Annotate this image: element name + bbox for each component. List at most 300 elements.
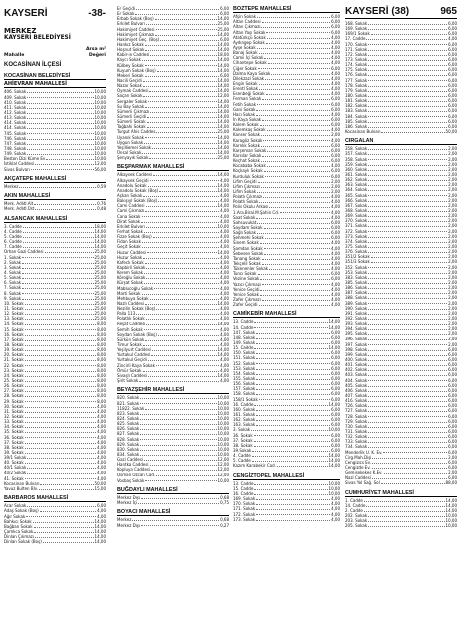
land-value: 6,00 [448, 423, 457, 429]
street-name: 358. Sokak [345, 156, 368, 162]
land-value: 6,00 [331, 442, 340, 448]
dot-leader [145, 409, 216, 410]
street-name: Timur Sokak [117, 342, 142, 348]
dot-leader [266, 43, 330, 44]
street-name: 183. Sokak [345, 108, 368, 114]
land-value: 4,00 [331, 286, 340, 292]
land-value: 6,00 [448, 439, 457, 445]
dot-leader [27, 92, 93, 93]
dot-leader [25, 478, 96, 479]
land-value: 4,00 [331, 137, 340, 143]
dot-leader [368, 293, 447, 294]
land-value: 4,00 [220, 254, 229, 260]
land-value: 12,00 [217, 93, 229, 99]
land-value: 4,00 [220, 342, 229, 348]
dot-leader [368, 324, 447, 325]
land-value: 4,00 [331, 506, 340, 512]
street-name: 170. Sokak [345, 41, 368, 47]
dot-leader [368, 309, 447, 310]
dot-leader [140, 403, 216, 404]
street-name: Lifim Sokak [233, 188, 257, 194]
land-value: 6,00 [331, 29, 340, 35]
land-value: 10,00 [94, 115, 106, 121]
land-value: 14,00 [217, 347, 229, 353]
street-name: Gemisekekes K.Ev. [345, 470, 383, 476]
dot-leader [262, 259, 331, 260]
street-name: 369. Sokak [345, 213, 368, 219]
dot-leader [147, 122, 217, 123]
street-name: Lifim Çıkmazı [233, 183, 260, 189]
dot-leader [145, 45, 217, 46]
land-value: 14,00 [217, 57, 229, 63]
street-name: Su Bay Sokak [117, 103, 145, 109]
street-name: Külbey Sokak [117, 62, 144, 68]
dot-leader [34, 204, 96, 205]
street-name: Dirat Sokak [117, 218, 141, 224]
dot-leader [259, 305, 331, 306]
street-name: Ünsal Sokak [117, 149, 142, 155]
dot-leader [368, 96, 447, 97]
land-value: 6,00 [448, 351, 457, 357]
section-title: AKIN MAHALLESİ [4, 193, 106, 200]
street-name: 152. Sokak [233, 360, 256, 366]
dot-leader [368, 526, 444, 527]
street-name: 361. Sokak [345, 172, 368, 177]
dot-leader [256, 363, 330, 364]
dot-leader [265, 238, 330, 239]
dot-leader [262, 300, 330, 301]
street-name: Hakimiyet Geç. (Boş) [117, 36, 160, 42]
land-value: 2,00 [448, 166, 457, 172]
land-value: 4,00 [331, 39, 340, 45]
land-value: 14,00 [217, 47, 229, 53]
dot-leader [260, 243, 330, 244]
dot-leader [368, 355, 447, 356]
land-value: 14,00 [217, 113, 229, 119]
street-name: Karnlık Sokak [233, 142, 260, 148]
dot-leader [25, 360, 96, 361]
land-value: 14,00 [94, 228, 106, 234]
street-name: 371. Sokak [345, 223, 368, 229]
column-2 [117, 6, 229, 528]
land-value: 4,00 [97, 508, 106, 514]
land-value: 8,00 [97, 336, 106, 342]
dot-leader [145, 263, 219, 264]
street-name: 158. Sokak [233, 391, 256, 397]
street-name: Çamlıca Sokak [4, 528, 34, 534]
land-value: 4,00 [97, 439, 106, 445]
street-name: 825. Sokak [117, 421, 140, 427]
street-name: Kuyum Sokak (Boş) [117, 67, 156, 73]
land-value: 6,00 [448, 346, 457, 352]
dot-leader [368, 75, 447, 76]
dot-leader [265, 79, 330, 80]
dot-leader [146, 206, 217, 207]
street-name: Şehmehi Sokak [233, 235, 264, 241]
dot-leader [368, 422, 447, 423]
land-value: 14,00 [217, 172, 229, 178]
street-name: 820. Sokak [117, 395, 140, 401]
land-value: 8,00 [97, 321, 106, 327]
street-name: 367. Sokak [345, 202, 368, 208]
dot-leader [368, 406, 447, 407]
dot-leader [368, 237, 447, 238]
left-header-number: -38- [88, 8, 106, 19]
land-value: 2,00 [448, 295, 457, 301]
land-value: 2,00 [448, 156, 457, 162]
street-name: Köroğlu Sokak [117, 275, 146, 281]
dot-leader [368, 50, 447, 51]
land-value: 2,00 [448, 315, 457, 321]
land-value: 6,00 [448, 465, 457, 470]
street-name: Cengizde Ev. [345, 465, 371, 470]
street-name: Dinlan Sokak (Boş) [4, 539, 42, 545]
street-name: Cami Caddesi [117, 203, 145, 209]
dot-leader [371, 257, 447, 258]
section-subtitle: AHİEVRAN MAHALLESİ [4, 81, 106, 88]
street-name: Gazi Caddesi [117, 457, 144, 463]
land-value: 0,68 [220, 517, 229, 523]
street-name: Sümerli Çıkmazı [117, 108, 150, 114]
street-name: 16. Cadde [233, 401, 254, 407]
dot-leader [46, 159, 93, 160]
land-value: 6,00 [331, 375, 340, 381]
dot-leader [368, 60, 447, 61]
land-value: 10,00 [94, 94, 106, 100]
street-name: 25. Sokak [4, 377, 24, 383]
land-value: 2,00 [448, 305, 457, 311]
street-name: Yenice Sokak [233, 291, 259, 297]
land-value: 12,00 [94, 161, 106, 167]
land-value: 6,00 [448, 56, 457, 62]
dot-leader [264, 254, 330, 255]
street-name: Sivaşlı Caddesi [117, 372, 148, 378]
dot-leader [143, 371, 220, 372]
street-name: Merkez Dışı [117, 494, 140, 500]
street-name: 15. Cadde [233, 345, 254, 351]
dot-leader [150, 299, 219, 300]
street-name: Engin Sokak [233, 81, 258, 87]
street-name: 153. Sokak [233, 365, 256, 371]
dot-leader [152, 148, 216, 149]
dot-leader [366, 39, 447, 40]
street-name: 830. Sokak [117, 446, 140, 452]
street-name: 179. Sokak [345, 87, 368, 93]
street-name: 172. Sokak [345, 51, 368, 57]
street-name: 37. Sokak [233, 437, 253, 443]
dot-leader [144, 232, 219, 233]
land-value: 4,00 [97, 513, 106, 519]
land-value: 2,00 [448, 321, 457, 327]
street-name: Dinlan Çıkmazı [4, 534, 34, 540]
land-value: 14,00 [94, 518, 106, 524]
street-name: Reşat Caddesi [117, 321, 146, 327]
street-name: Hankız Sokak [117, 41, 144, 47]
land-value: 6,00 [448, 403, 457, 409]
land-value: 25,00 [94, 285, 106, 291]
street-name: 729. Sokak [345, 418, 368, 424]
street-name: Ağır Sokak [4, 513, 26, 519]
street-name: Hacı Sokak [233, 111, 256, 117]
street-name: Kürşat Sokak [117, 280, 143, 286]
dot-leader [143, 96, 216, 97]
street-name: Huzur Caddesi [117, 249, 147, 255]
street-name: Yeşilliemel Sokak [117, 144, 152, 150]
land-value: 0,75 [220, 500, 229, 506]
dot-leader [368, 70, 447, 71]
land-value: 4,00 [331, 266, 340, 272]
land-value: 10,00 [94, 135, 106, 141]
dot-leader [148, 376, 217, 377]
dot-leader [368, 122, 447, 123]
street-name: 174. Sokak [345, 62, 368, 68]
dot-leader [143, 81, 217, 82]
street-name: Kurduluk Sokak [233, 173, 264, 179]
land-value: 4,00 [220, 336, 229, 342]
land-value: 8,00 [97, 357, 106, 363]
street-name: 375. Sokak [345, 243, 368, 249]
dot-leader [280, 212, 330, 213]
land-value: 25,00 [94, 306, 106, 311]
street-name: 161. Sokak [233, 411, 256, 417]
street-name: 410. Sokak [4, 99, 27, 105]
land-value: 10,00 [94, 140, 106, 146]
street-name: Semih Sokak [117, 326, 143, 332]
land-value: 6,00 [448, 413, 457, 419]
dot-leader [23, 232, 94, 233]
street-name: 35. Sokak [4, 429, 24, 435]
land-value: 18,00 [94, 223, 106, 229]
dot-leader [368, 180, 447, 181]
street-name: 184. Sokak [345, 113, 368, 119]
dot-leader [35, 209, 96, 210]
street-name: Saçan Sokak [117, 93, 143, 99]
dot-leader [140, 434, 216, 435]
land-value: 6,00 [331, 122, 340, 128]
dot-leader [23, 237, 94, 238]
dot-leader [256, 520, 330, 521]
dot-leader [25, 386, 96, 387]
street-name: 27. Sokak [4, 388, 24, 394]
street-name: 396. Sokak [345, 336, 368, 342]
dot-leader [256, 384, 330, 385]
street-name: 147. Sokak [233, 329, 256, 335]
dot-leader [154, 288, 219, 289]
land-value: 6,00 [331, 406, 340, 412]
dot-leader [372, 458, 447, 459]
street-name: Marti Sokak [117, 290, 141, 296]
street-name: Mekeri Sokak [117, 72, 144, 78]
street-name: 149. Sokak [233, 339, 256, 345]
land-value: 6,00 [331, 117, 340, 122]
section-title: BARBAROS MAHALLESİ [4, 495, 106, 502]
left-header-title: KAYSERİ [4, 8, 48, 19]
land-value: 6,00 [448, 459, 457, 465]
land-value: 6,00 [448, 118, 457, 124]
land-value: 4,00 [97, 429, 106, 435]
dot-leader [368, 185, 447, 186]
street-name: 173. Sokak [345, 56, 368, 62]
dot-leader [26, 516, 96, 517]
land-value: 6,00 [448, 362, 457, 368]
dot-leader [368, 211, 447, 212]
dot-leader [35, 537, 94, 538]
street-name: 40/2 Sokak [4, 470, 27, 476]
dot-leader [25, 427, 96, 428]
land-value: 25,00 [94, 300, 106, 306]
dot-leader [43, 542, 94, 543]
land-value: 2,00 [448, 187, 457, 193]
dot-leader [22, 263, 93, 264]
land-value: 14,00 [328, 345, 340, 351]
dot-leader [368, 216, 447, 217]
land-value: 14,00 [217, 187, 229, 193]
dot-leader [267, 38, 330, 39]
land-value: 6,00 [448, 113, 457, 119]
street-name: Kocasinan Bulvarı [345, 128, 381, 134]
street-name: Yavuz Bulten Blv. [4, 485, 39, 491]
street-name: Merk. Adlıtl.Üst [4, 206, 35, 212]
land-value: 6,00 [331, 386, 340, 392]
street-name: 169. Sokak [233, 496, 256, 502]
dot-leader [256, 333, 330, 334]
street-name: Afşin Sokak [233, 14, 257, 20]
street-name: Cengizıcs Ev. [345, 459, 372, 465]
street-name: Sergaler Sokak [117, 98, 148, 104]
dot-leader [150, 55, 216, 56]
land-value: 0,59 [97, 183, 106, 189]
land-value: 18,00 [217, 52, 229, 58]
land-value: 4,00 [331, 111, 340, 117]
land-value: 2,00 [448, 269, 457, 275]
street-name: 390. Sokak [345, 305, 368, 311]
dot-leader [40, 484, 93, 485]
dot-leader [368, 319, 447, 320]
dot-leader [25, 329, 96, 330]
land-value: 6,00 [448, 67, 457, 73]
street-name: Merkez Dışı [117, 522, 140, 528]
land-value: 0,48 [97, 206, 106, 212]
dot-leader [368, 111, 447, 112]
street-name: 397. Sokak [345, 341, 368, 347]
street-name: 829. Sokak [117, 441, 140, 447]
street-name: 3. Sokak [233, 427, 251, 433]
dot-leader [267, 166, 330, 167]
land-value: 2,00 [448, 279, 457, 285]
land-value: 14,00 [217, 77, 229, 83]
land-value: 14,00 [217, 119, 229, 125]
dot-leader [368, 442, 447, 443]
dot-leader [368, 391, 447, 392]
street-name: Uygun Sokak [117, 139, 144, 145]
column-4 [345, 6, 457, 529]
land-value: 4,00 [97, 455, 106, 461]
street-name: 39.Sokak [233, 447, 252, 453]
street-name: 14. Cadde [345, 502, 366, 508]
dot-leader [25, 340, 96, 341]
dot-leader [368, 437, 447, 438]
street-name: Polis Okulu Arkası [233, 204, 269, 210]
land-value: 6,00 [448, 434, 457, 440]
dot-leader [25, 319, 94, 320]
street-name: 364. Sokak [345, 187, 368, 193]
list-item [117, 523, 229, 528]
dot-leader [252, 451, 330, 452]
land-value: 25,00 [94, 290, 106, 296]
street-name: 731. Sokak [345, 429, 368, 435]
dot-leader [368, 195, 447, 196]
dot-leader [135, 14, 219, 15]
land-value: 2,00 [448, 249, 457, 255]
dot-leader [150, 465, 217, 466]
street-name: 402. Sokak [345, 367, 368, 373]
land-value: 12,00 [217, 472, 229, 478]
street-name: 17. Cadde [345, 36, 366, 42]
dot-leader [143, 86, 217, 87]
dot-leader [27, 144, 93, 145]
dot-leader [256, 379, 330, 380]
dot-leader [371, 34, 447, 35]
street-name: 34. Sokak [4, 424, 24, 430]
street-name: 386. Sokak [345, 285, 368, 291]
land-value: 6,00 [448, 372, 457, 378]
dot-leader [156, 309, 219, 310]
dot-leader [368, 283, 447, 284]
land-value: 14,00 [217, 321, 229, 327]
dot-leader [260, 125, 330, 126]
street-name: Nacili Geçidi [117, 77, 142, 83]
dot-leader [258, 182, 331, 183]
land-value: 14,00 [217, 352, 229, 358]
street-name: Aydıngep Sokak [233, 39, 265, 45]
land-value: 10,00 [94, 120, 106, 126]
dot-leader [22, 257, 93, 258]
street-name: 2. Cadde [345, 508, 363, 514]
land-value: 6,00 [331, 437, 340, 443]
street-name: 414. Sokak [4, 120, 27, 126]
street-name: Yurtakul Caddesi [117, 352, 151, 358]
land-value: 6,00 [331, 14, 340, 20]
dot-leader [257, 104, 330, 105]
land-value: 4,00 [331, 199, 340, 205]
street-name: 20. Sokak [4, 352, 24, 358]
street-name: 169. Sokak [345, 26, 368, 32]
land-value: 25,00 [94, 316, 106, 322]
street-name: Nazlı Caddesi [117, 300, 145, 306]
land-value: 4,00 [331, 501, 340, 507]
land-value: 6,00 [448, 87, 457, 93]
street-name: Mehbuya Sokak [117, 295, 149, 301]
dot-leader [149, 91, 216, 92]
dot-leader [368, 127, 447, 128]
land-value: 4,00 [331, 204, 340, 210]
dot-leader [277, 466, 328, 467]
dot-leader [25, 453, 96, 454]
dot-leader [258, 274, 331, 275]
land-value: 25,00 [94, 275, 106, 281]
heading-neighborhood: Mahalle [4, 52, 25, 58]
land-value: 2,00 [331, 183, 340, 189]
dot-leader [256, 504, 330, 505]
section-title: AKÇATEPE MAHALLESİ [4, 176, 106, 183]
street-name: Bahkıcı Sokak [4, 518, 32, 524]
dot-leader [27, 128, 93, 129]
street-name: Polatlı Sokak [233, 199, 259, 205]
dot-leader [368, 516, 444, 517]
dot-leader [142, 242, 219, 243]
dot-leader [145, 211, 219, 212]
dot-leader [256, 415, 330, 416]
